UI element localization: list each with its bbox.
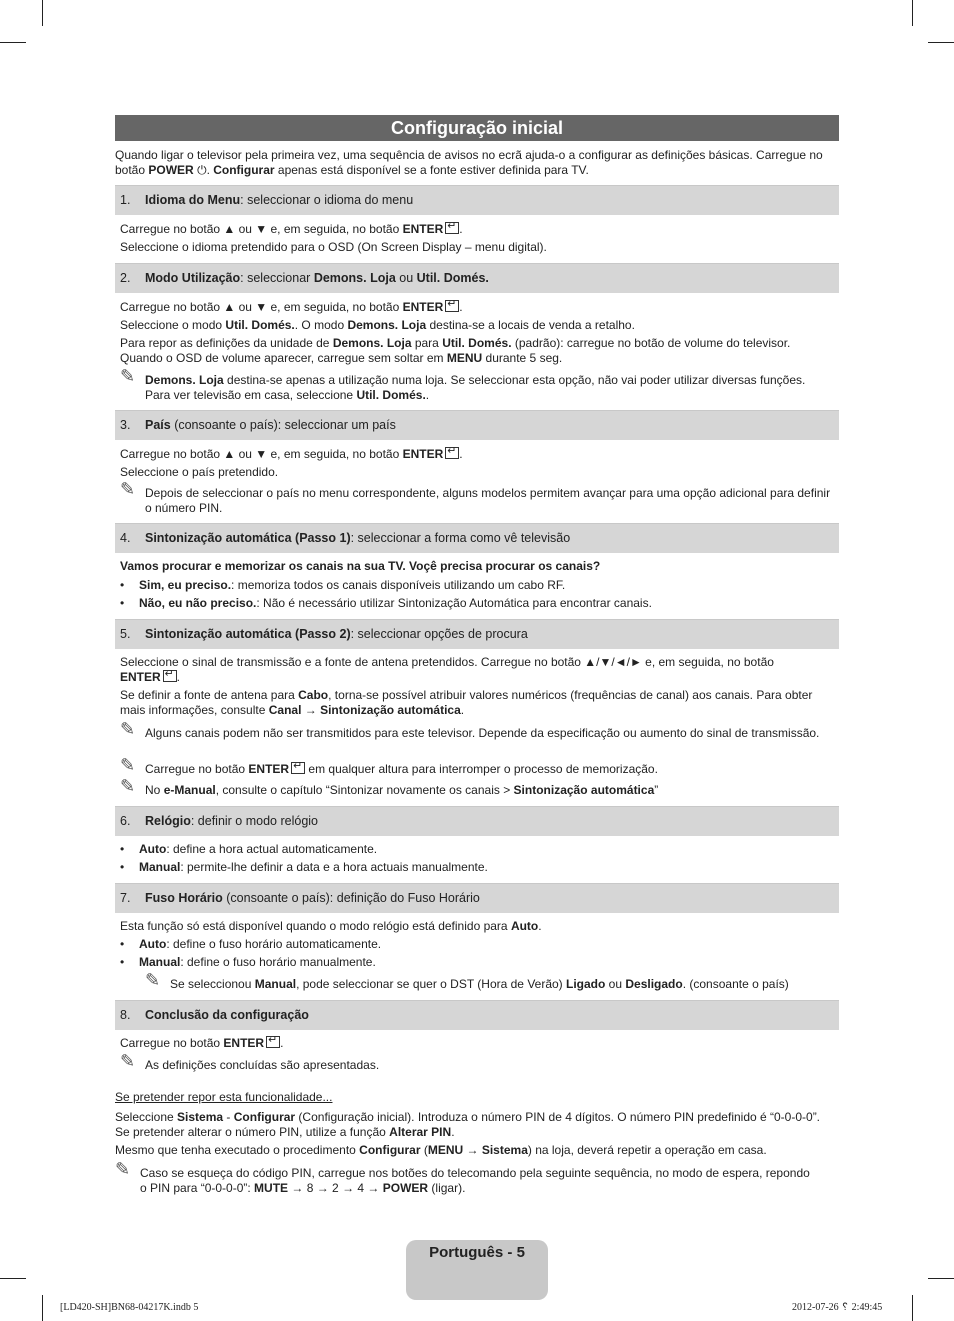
note-pencil-icon: ✎: [120, 719, 136, 739]
crop-mark: [0, 1278, 26, 1279]
crop-mark: [928, 42, 954, 43]
note-pencil-icon: ✎: [145, 970, 161, 990]
intro-text: Quando ligar o televisor pela primeira vez, uma sequência de avisos no ecrã ajuda-o a configurar as definições básicas. Carregue no botão POWER ⏻. Configurar apenas está disponível se a fonte estiver definida para TV.: [115, 148, 823, 177]
section-7-body: Esta função só está disponível quando o modo relógio está definido para Auto.: [120, 919, 542, 933]
crop-mark: [0, 42, 26, 43]
enter-icon: [445, 300, 459, 312]
section-1-body: Carregue no botão ▲ ou ▼ e, em seguida, no botão ENTER↵ . Seleccione o idioma pretendido para o OSD (On Screen Display – menu digital).: [120, 222, 832, 255]
reset-body: Seleccione Sistema - Configurar (Configuração inicial). Introduza o número PIN de 4 dígitos. O número PIN predefinido é “0-0-0-0”. Se pretender alterar o número PIN, utilize a função Alterar PIN. Mesmo que tenha executado o procedimento Configurar (MENU → Sistema) na loja, deverá repetir a operação em casa.: [115, 1110, 821, 1157]
enter-icon: [445, 222, 459, 234]
section-header-7: 7. Fuso Horário (consoante o país): definição do Fuso Horário: [115, 883, 839, 913]
print-info-left: [LD420-SH]BN68-04217K.indb 5: [60, 1302, 199, 1313]
note-pencil-icon: ✎: [120, 1051, 136, 1071]
section-2-body: Carregue no botão ▲ ou ▼ e, em seguida, no botão ENTER↵ . Seleccione o modo Util. Domés.. O modo Demons. Loja destina-se a locais de venda a retalho. Para repor as definições da unidade de Demons. Loja para Util. Domés. (padrão): carregue no botão de volume do televisor. Quando o OSD de volume aparecer, carregue sem soltar em MENU durante 5 seg.: [120, 300, 832, 366]
power-icon: ⏻: [197, 163, 207, 177]
section-5-body: Seleccione o sinal de transmissão e a fonte de antena pretendidos. Carregue no botão ▲/▼/◄/► e, em seguida, no botão ENTER↵ . Se definir a fonte de antena para Cabo, torna-se possível atribuir valores numéricos (frequências de canal) aos canais. Para obter mais informações, consulte Canal → Sintonização automática.: [120, 655, 832, 718]
enter-icon: [291, 762, 305, 774]
section-header-2: 2. Modo Utilização: seleccionar Demons. Loja ou Util. Domés.: [115, 263, 839, 293]
crop-mark: [42, 0, 43, 26]
note-pencil-icon: ✎: [120, 776, 136, 796]
enter-icon: [266, 1036, 280, 1048]
section-8-body: Carregue no botão ENTER↵ .: [120, 1036, 832, 1051]
crop-mark: [912, 1295, 913, 1321]
enter-icon: [163, 670, 177, 682]
note-pencil-icon: ✎: [120, 366, 136, 386]
section-header-6: 6. Relógio: definir o modo relógio: [115, 806, 839, 836]
page-number: Português - 5: [429, 1244, 525, 1261]
section-header-4: 4. Sintonização automática (Passo 1): seleccionar a forma como vê televisão: [115, 523, 839, 553]
crop-mark: [42, 1295, 43, 1321]
crop-mark: [928, 1278, 954, 1279]
section-header-5: 5. Sintonização automática (Passo 2): seleccionar opções de procura: [115, 619, 839, 649]
note-pencil-icon: ✎: [120, 755, 136, 775]
section-4-question: Vamos procurar e memorizar os canais na sua TV. Voçê precisa procurar os canais?: [120, 559, 601, 573]
enter-icon: [445, 447, 459, 459]
section-header-3: 3. País (consoante o país): seleccionar um país: [115, 410, 839, 440]
page-title: Configuração inicial: [115, 115, 839, 141]
note-pencil-icon: ✎: [120, 479, 136, 499]
section-header-8: 8. Conclusão da configuração: [115, 1000, 839, 1030]
section-3-body: Carregue no botão ▲ ou ▼ e, em seguida, no botão ENTER↵ . Seleccione o país pretendido.: [120, 447, 832, 480]
crop-mark: [912, 0, 913, 26]
reset-heading: Se pretender repor esta funcionalidade...: [115, 1090, 333, 1104]
section-header-1: 1. Idioma do Menu: seleccionar o idioma do menu: [115, 185, 839, 215]
note-pencil-icon: ✎: [115, 1159, 131, 1179]
print-info-right: 2012-07-26 ␦ 2:49:45: [792, 1302, 883, 1313]
